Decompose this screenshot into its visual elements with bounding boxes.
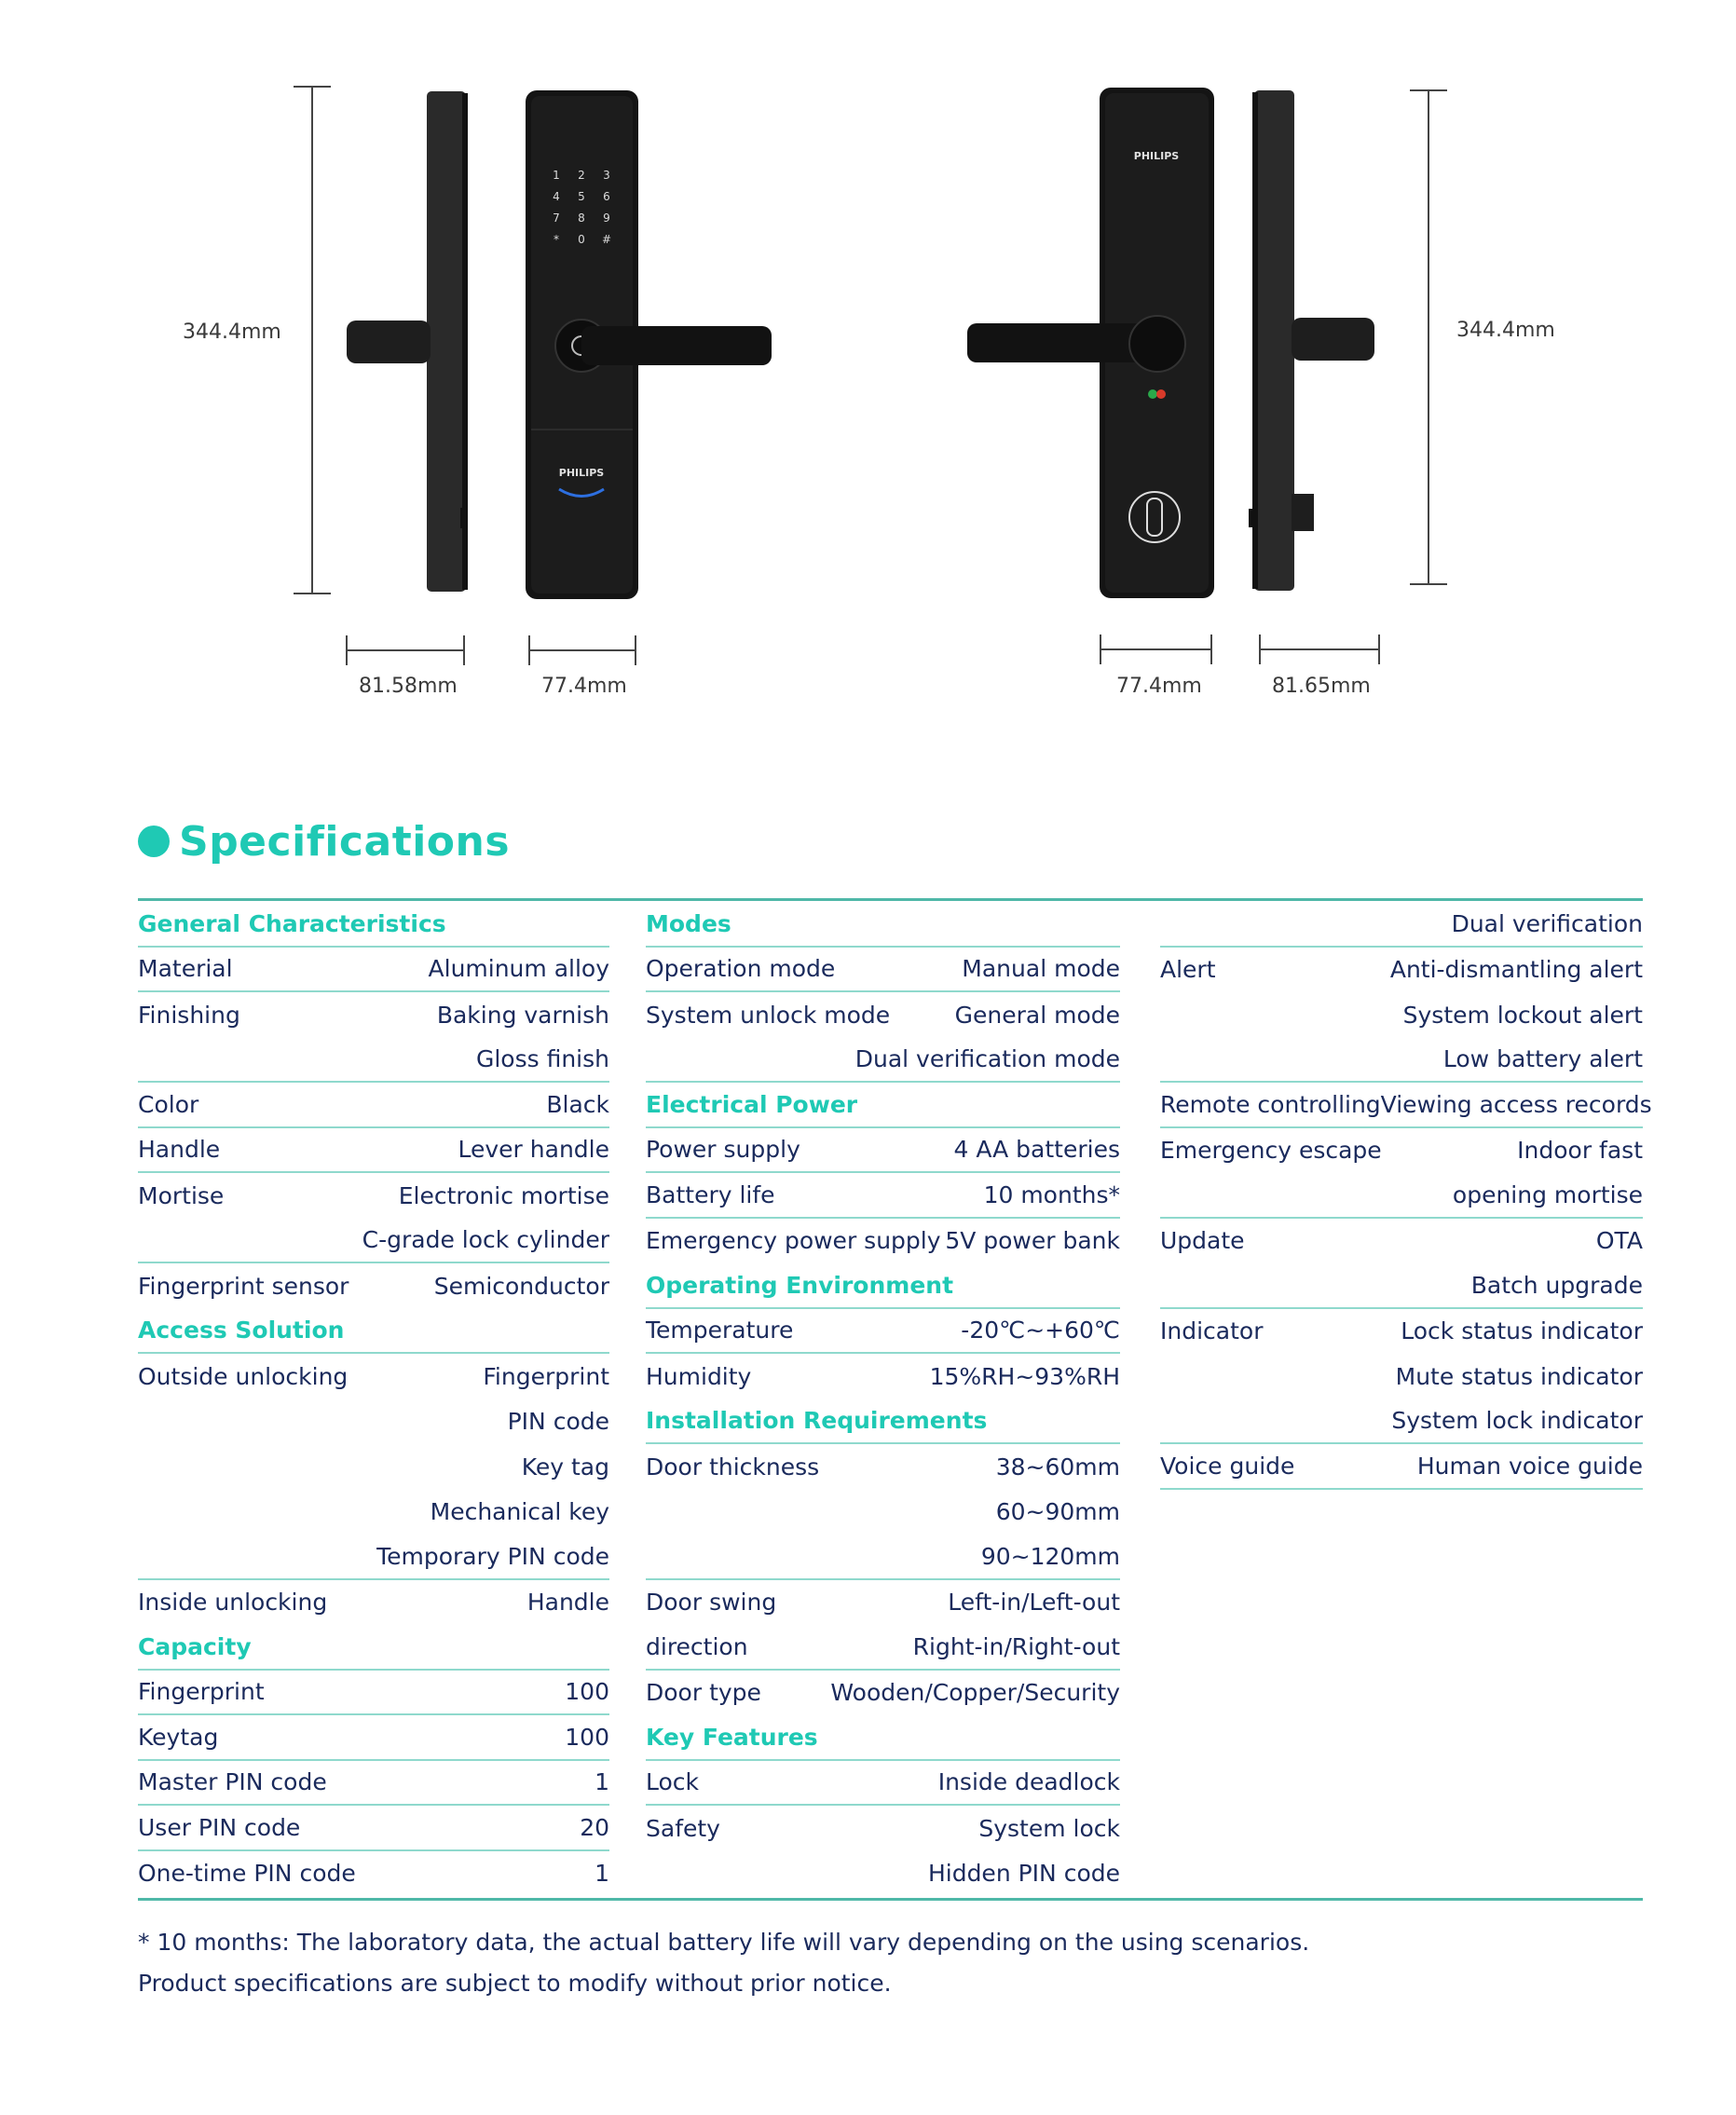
spec-row [646,1806,1120,1851]
section-title: Access Solution [138,1317,345,1344]
spec-value: Viewing access records [1380,1090,1652,1118]
spec-value: -20℃~+60℃ [961,1317,1120,1344]
notice-footnote: Product specifications are subject to modify without prior notice. [138,1970,892,1997]
spec-row [138,1399,609,1445]
section-title: Operating Environment [646,1271,954,1299]
keypad-key: 1 [553,169,560,182]
section-header [138,1309,609,1355]
spec-value: Inside deadlock [937,1768,1120,1796]
section-header [138,1625,609,1671]
spec-key: Battery life [646,1180,775,1208]
spec-value: opening mortise [1452,1180,1643,1208]
spec-row [646,1535,1120,1580]
spec-column-1 [138,902,609,1896]
spec-value: Gloss finish [475,1045,609,1073]
spec-row [1160,1354,1643,1399]
spec-key: Finishing [138,1001,240,1029]
spec-key: Master PIN code [138,1768,327,1796]
spec-column-3 [1160,902,1652,1490]
keypad-key: 3 [603,169,610,182]
spec-row [1160,1219,1643,1264]
spec-key: Lock [646,1768,700,1796]
spec-key: Mortise [138,1181,225,1209]
spec-row [138,1535,609,1580]
keypad-key: 7 [553,212,560,225]
spec-key: Handle [138,1136,221,1164]
spec-value: Right-in/Right-out [912,1632,1120,1660]
spec-key: System unlock mode [646,1001,891,1029]
spec-row [646,1128,1120,1174]
spec-row [1160,992,1643,1038]
spec-row [138,1354,609,1399]
spec-row [646,992,1120,1038]
spec-value: 60~90mm [995,1498,1120,1526]
spec-key: Indicator [1160,1317,1264,1345]
spec-row [646,1354,1120,1399]
spec-row [646,1219,1120,1264]
spec-row [138,1490,609,1535]
spec-value: Handle [526,1589,609,1617]
spec-row [138,1219,609,1264]
spec-row [646,1490,1120,1535]
spec-row [1160,1263,1643,1309]
keypad-key: 2 [578,169,585,182]
spec-row [646,1173,1120,1219]
spec-key: Emergency escape [1160,1137,1382,1165]
spec-row [646,1580,1120,1626]
back-width-label: 77.4mm [1116,675,1202,698]
spec-row [138,992,609,1038]
back-brand-logo: PHILIPS [1133,150,1180,162]
spec-row [138,1083,609,1128]
spec-key: direction [646,1632,748,1660]
spec-value: System lockout alert [1402,1001,1643,1029]
spec-value: Black [546,1090,609,1118]
spec-row [138,1173,609,1219]
spec-key: Door type [646,1679,761,1707]
back-height-label: 344.4mm [1456,319,1555,342]
spec-key: Power supply [646,1136,800,1164]
spec-value: 1 [595,1768,609,1796]
spec-key: Door thickness [646,1453,820,1480]
width-dimension-front [529,635,636,665]
table-top-rule [138,898,1643,901]
spec-value: 20 [580,1813,609,1841]
spec-value: C-grade lock cylinder [362,1226,609,1254]
spec-value: Mute status indicator [1395,1362,1643,1390]
spec-row [646,1625,1120,1671]
spec-key: Voice guide [1160,1452,1295,1480]
spec-row [646,1444,1120,1490]
spec-key: Temperature [646,1317,794,1344]
spec-key: Material [138,955,233,983]
spec-key: Operation mode [646,955,836,983]
spec-value: Anti-dismantling alert [1389,956,1643,984]
spec-row [646,1671,1120,1716]
spec-row [138,948,609,993]
spec-value: Lock status indicator [1401,1317,1643,1345]
spec-row [1160,1173,1643,1219]
spec-value: Semiconductor [433,1272,609,1300]
spec-row [1160,1309,1643,1355]
spec-value: 100 [565,1723,609,1751]
keypad-key: 4 [553,190,560,203]
spec-key: Color [138,1090,199,1118]
keypad-key: # [601,233,612,246]
spec-value: Key tag [521,1453,609,1480]
spec-row [138,1038,609,1084]
specifications-heading [138,809,510,874]
keypad-key: 8 [578,212,585,225]
spec-key: Outside unlocking [138,1362,349,1390]
spec-value: 100 [565,1678,609,1706]
spec-key: Remote controlling [1160,1090,1381,1118]
spec-value: Mechanical key [430,1498,609,1526]
width-dimension-side-left [347,635,464,665]
spec-row [138,1128,609,1174]
spec-value: Dual verification [1451,909,1643,937]
spec-row [1160,1444,1643,1490]
spec-row [138,1761,609,1807]
battery-footnote: * 10 months: The laboratory data, the actual battery life will vary depending on the using scenarios. [138,1929,1310,1956]
spec-value: Indoor fast [1517,1137,1643,1165]
section-header [646,1715,1120,1761]
spec-key: Update [1160,1227,1245,1255]
spec-value: 4 AA batteries [953,1136,1120,1164]
spec-row [138,1444,609,1490]
section-title: General Characteristics [138,909,446,937]
spec-value: 38~60mm [995,1453,1120,1480]
spec-row [138,1851,609,1897]
lock-drawings [0,0,1736,745]
spec-value: Aluminum alloy [428,955,609,983]
spec-key: Safety [646,1814,720,1842]
spec-value: Lever handle [458,1136,609,1164]
keypad-key: 5 [578,190,585,203]
spec-row [138,1671,609,1716]
keypad-key: 0 [578,233,585,246]
width-dimension-back [1100,634,1211,664]
section-header [646,902,1120,948]
front-brand-logo: PHILIPS [558,467,605,479]
spec-key: Alert [1160,956,1216,984]
spec-row [138,1263,609,1309]
lock-side-view-left [347,91,468,592]
height-dimension-right [1410,90,1447,584]
spec-row [1160,1038,1643,1084]
spec-row [138,1806,609,1851]
section-header [646,1263,1120,1309]
spec-row [1160,948,1643,993]
spec-row [1160,1083,1652,1128]
spec-key: Emergency power supply [646,1227,941,1255]
side-right-width-label: 81.65mm [1272,675,1371,698]
spec-value: General mode [954,1001,1120,1029]
spec-column-2 [646,902,1120,1896]
spec-row [1160,1399,1643,1445]
spec-value: System lock [978,1814,1120,1842]
spec-value: Hidden PIN code [927,1860,1120,1888]
spec-value: 10 months* [983,1180,1120,1208]
spec-value: Manual mode [962,955,1120,983]
front-height-label: 344.4mm [183,321,281,344]
spec-key: Fingerprint sensor [138,1272,349,1300]
spec-value: 1 [595,1860,609,1888]
spec-value: Batch upgrade [1470,1271,1643,1299]
section-header [646,1399,1120,1445]
spec-value: OTA [1595,1227,1643,1255]
spec-key: One-time PIN code [138,1860,356,1888]
spec-key: User PIN code [138,1813,301,1841]
section-title: Key Features [646,1723,818,1751]
spec-value: Dual verification mode [854,1045,1120,1073]
spec-value: Human voice guide [1416,1452,1643,1480]
section-header [646,1083,1120,1128]
spec-row [138,1715,609,1761]
spec-value: Low battery alert [1442,1045,1643,1073]
keypad-key: * [554,233,559,246]
spec-key: Door swing [646,1589,777,1617]
width-dimension-side-right [1260,634,1379,664]
lock-side-view-right [1249,90,1374,591]
keypad-key: 6 [603,190,610,203]
spec-value: 90~120mm [980,1542,1120,1570]
spec-value: System lock indicator [1391,1407,1643,1435]
side-left-width-label: 81.58mm [359,675,458,698]
spec-value: Left-in/Left-out [948,1589,1120,1617]
spec-row [646,1851,1120,1897]
section-header [138,902,609,948]
product-dimension-figure [0,0,1736,745]
spec-row [646,1761,1120,1807]
spec-row [1160,1128,1643,1174]
section-title: Modes [646,909,731,937]
spec-row [646,1309,1120,1355]
spec-row [646,948,1120,993]
front-width-label: 77.4mm [541,675,627,698]
spec-value: Fingerprint [483,1362,609,1390]
heading-dot-icon [138,826,170,857]
spec-key: Keytag [138,1723,219,1751]
keypad-key: 9 [603,212,610,225]
spec-key: Inside unlocking [138,1589,328,1617]
lock-front-view [526,90,772,599]
spec-value: 5V power bank [945,1227,1120,1255]
spec-row [646,1038,1120,1084]
spec-value: PIN code [507,1408,609,1436]
spec-value: Electronic mortise [398,1181,609,1209]
spec-value: Baking varnish [436,1001,609,1029]
section-title: Installation Requirements [646,1407,988,1435]
spec-value: Temporary PIN code [376,1542,609,1570]
section-title: Electrical Power [646,1090,858,1118]
spec-row [138,1580,609,1626]
page-title: Specifications [179,817,511,866]
spec-row [1160,902,1643,948]
spec-key: Fingerprint [138,1678,265,1706]
height-dimension-left [294,87,331,594]
lock-back-view [967,88,1214,598]
spec-value: 15%RH~93%RH [929,1362,1120,1390]
spec-key: Humidity [646,1362,752,1390]
table-bottom-rule [138,1898,1643,1901]
section-title: Capacity [138,1632,252,1660]
spec-value: Wooden/Copper/Security [830,1679,1120,1707]
